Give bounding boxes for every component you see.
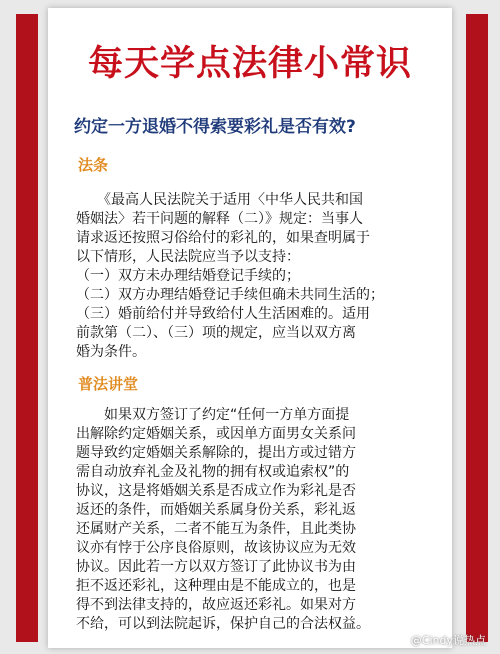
talk-line: 议亦有悖于公序良俗原则，故该协议应为无效 — [76, 540, 356, 556]
talk-line: 返还的条件，而婚姻关系属身份关系，彩礼返 — [76, 502, 356, 518]
law-line: （三）婚前给付并导致给付人生活困难的。适用 — [76, 306, 370, 322]
law-line: 请求返还按照习俗给付的彩礼的，如果查明属于 — [76, 230, 370, 246]
talk-line: 协议，这是将婚姻关系是否成立作为彩礼是否 — [76, 483, 356, 499]
law-line: 以下情形，人民法院应当予以支持： — [76, 249, 300, 265]
law-line: （二）双方办理结婚登记手续但确未共同生活的； — [76, 287, 384, 303]
talk-line: 需自动放弃礼金及礼物的拥有权或追索权”的 — [76, 464, 350, 480]
talk-line: 得不到法律支持的，故应返还彩礼。如果对方 — [76, 597, 356, 613]
talk-paragraph — [76, 406, 428, 634]
left-red-bar — [16, 14, 38, 642]
law-line: 婚为条件。 — [76, 344, 146, 360]
document-page — [48, 8, 452, 648]
talk-line: 如果双方签订了约定“任何一方单方面提 — [76, 407, 350, 423]
talk-line: 还属财产关系，二者不能互为条件，且此类协 — [76, 521, 356, 537]
law-line: 《最高人民法院关于适用〈中华人民共和国 — [76, 192, 363, 208]
talk-line: 协议。因此若一方以双方签订了此协议书为由 — [76, 559, 356, 575]
right-red-bar — [466, 14, 488, 642]
talk-line: 出解除约定婚姻关系，或因单方面男女关系问 — [76, 426, 356, 442]
law-line: 婚姻法〉若干问题的解释（二）》规定：当事人 — [76, 211, 363, 227]
talk-line: 题导致约定婚姻关系解除的，提出方或过错方 — [76, 445, 356, 461]
page-title: 每天学点法律小常识 — [87, 44, 412, 84]
watermark: @Cindy说热点 — [410, 634, 486, 647]
law-line: （一）双方未办理结婚登记手续的； — [76, 268, 300, 284]
talk-line: 拒不返还彩礼，这种理由是不能成立的，也是 — [76, 578, 356, 594]
talk-line: 不给，可以到法院起诉，保护自己的合法权益。 — [76, 616, 370, 632]
section-law-heading: 法条 — [78, 156, 109, 174]
question-heading: 约定一方退婚不得索要彩礼是否有效? — [74, 117, 356, 137]
section-talk-heading: 普法讲堂 — [78, 375, 139, 393]
law-paragraph — [76, 191, 428, 362]
law-line: 前款第（二）、（三）项的规定，应当以双方离 — [76, 325, 356, 341]
